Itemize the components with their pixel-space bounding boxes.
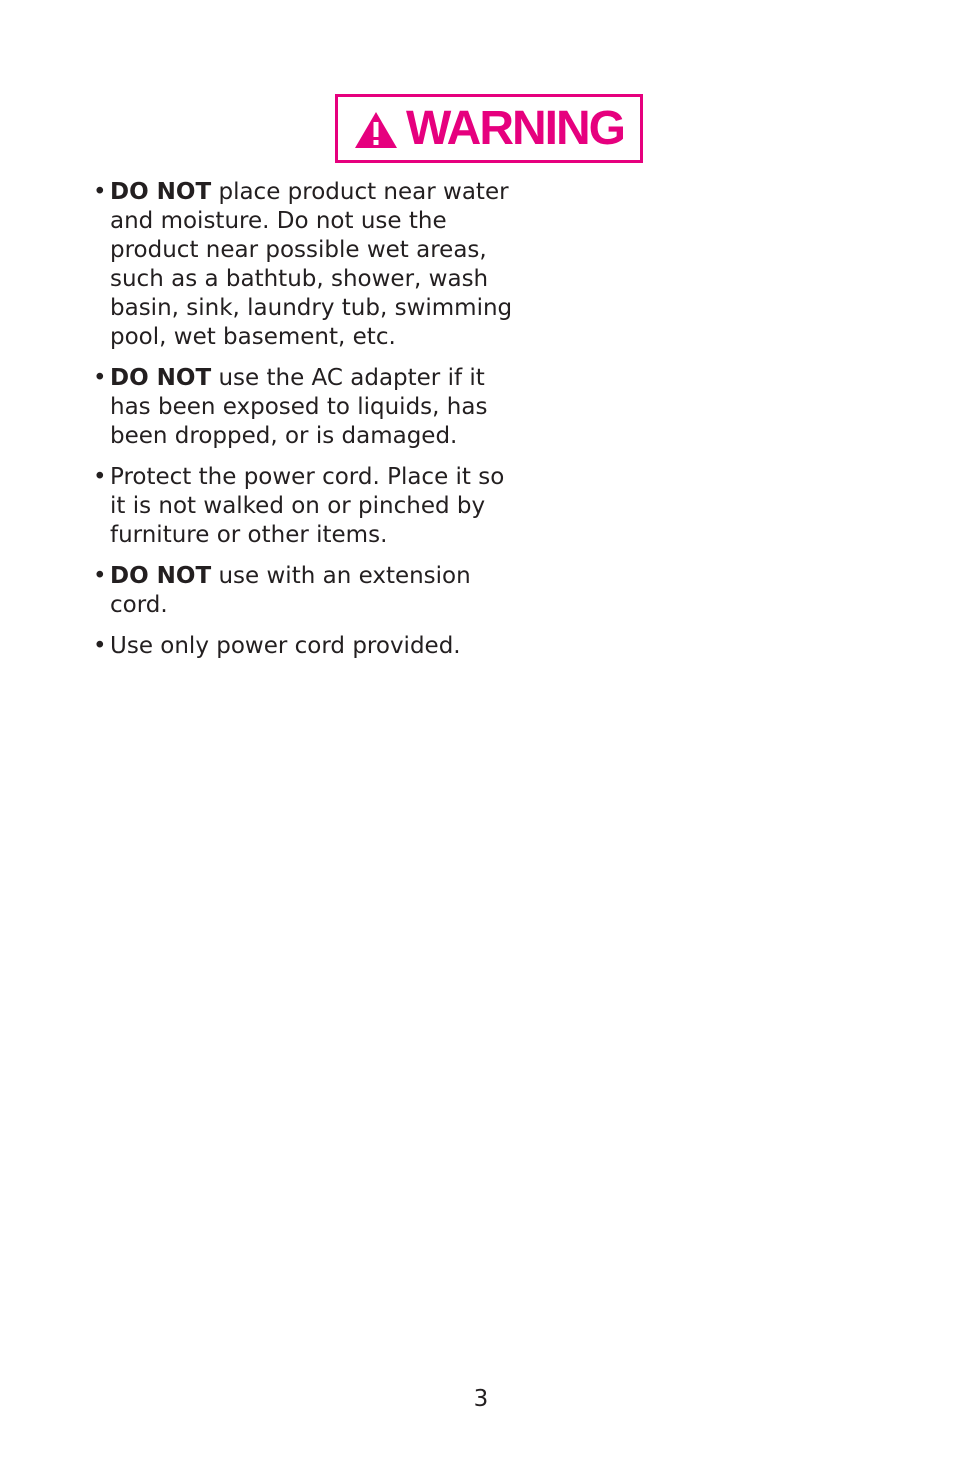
emphasis-label: DO NOT [110,563,212,589]
bullet: • [93,563,107,589]
emphasis-label: DO NOT [110,179,212,205]
bullet: • [93,365,107,391]
warning-triangle-icon [354,111,398,149]
warning-list [93,178,513,673]
list-item [93,562,513,620]
warning-banner [335,94,643,163]
item-text: place product near water and moisture. Do not use the product near possible wet areas, such as a bathtub, shower, wash basin, sink, laundry tub, swimming pool, wet basement, etc. [110,179,513,350]
bullet: • [93,633,107,659]
item-text: Use only power cord provided. [110,633,461,659]
item-text: Protect the power cord. Place it so it is not walked on or pinched by furniture or other items. [110,464,505,548]
list-item [93,178,513,352]
warning-title: WARNING [406,101,624,155]
page-number: 3 [473,1386,489,1412]
bullet: • [93,464,107,490]
item-text: use the AC adapter if it has been exposed to liquids, has been dropped, or is damaged. [110,365,488,449]
list-item [93,632,513,661]
item-text: use with an extension cord. [110,563,471,618]
emphasis-label: DO NOT [110,365,212,391]
list-item [93,463,513,550]
bullet: • [93,179,107,205]
list-item [93,364,513,451]
